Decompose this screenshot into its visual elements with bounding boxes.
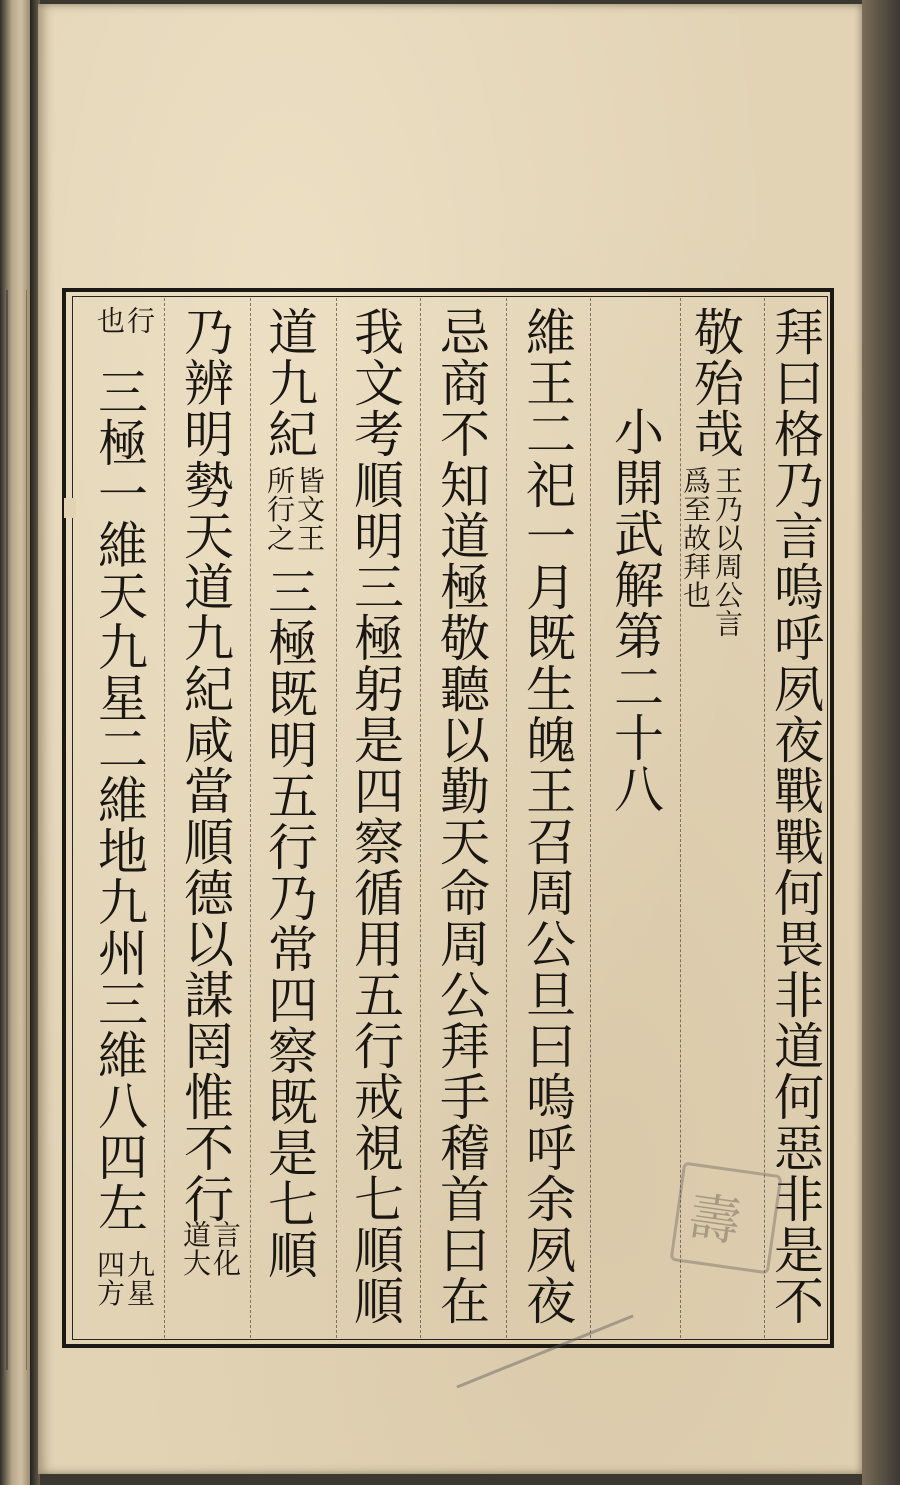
text-column-2-main: 敬殆哉 [686,306,744,459]
left-page-border [6,290,27,1370]
column-rule [590,298,591,1338]
text-column-9-main: 三極一維天九星二維地九州三維八四左 [90,366,148,1233]
text-column-9-note-d: 四方 [93,1250,126,1308]
column-rule [250,298,251,1338]
seal-character: 壽 [684,1187,745,1254]
text-column-7-main-b: 三極既明五行乃常四察既是七順 [260,566,318,1280]
column-rule [506,298,507,1338]
right-page-edge [862,0,900,1485]
left-page-edge [0,0,30,1485]
frame-gap [64,498,76,518]
text-column-9-note-a: 行 [123,306,156,335]
text-column-5: 忌商不知道極敬聽以勤天命周公拜手稽首曰在 [432,306,490,1326]
column-rule [336,298,337,1338]
text-column-8-note-a: 言化 [209,1220,242,1278]
text-column-7-note-b: 所行之 [263,466,296,552]
library-seal-stamp [670,1162,783,1275]
chapter-title: 小開武解第二十八 [606,406,664,814]
text-column-2-note-b: 爲至故拜也 [679,466,712,609]
text-column-6: 我文考順明三極躬是四察循用五行戒視七順順 [346,306,404,1326]
text-column-7-main-a: 道九紀 [260,306,318,459]
text-column-4: 維王二祀一月既生魄王召周公旦曰嗚呼余夙夜 [518,306,576,1326]
text-column-7-note-a: 皆文王 [293,466,326,552]
text-column-1: 拜曰格乃言嗚呼夙夜戰戰何畏非道何惡非是不 [766,306,824,1326]
text-column-2-note-a: 王乃以周公言 [711,466,744,638]
text-column-9-note-b: 也 [93,306,126,335]
text-column-9-note-c: 九星 [123,1250,156,1308]
column-rule [420,298,421,1338]
column-rule [164,298,165,1338]
text-column-8: 乃辨明勢天道九紀咸當順德以謀罔惟不行 [176,306,234,1224]
text-column-8-note-b: 道大 [179,1220,212,1278]
